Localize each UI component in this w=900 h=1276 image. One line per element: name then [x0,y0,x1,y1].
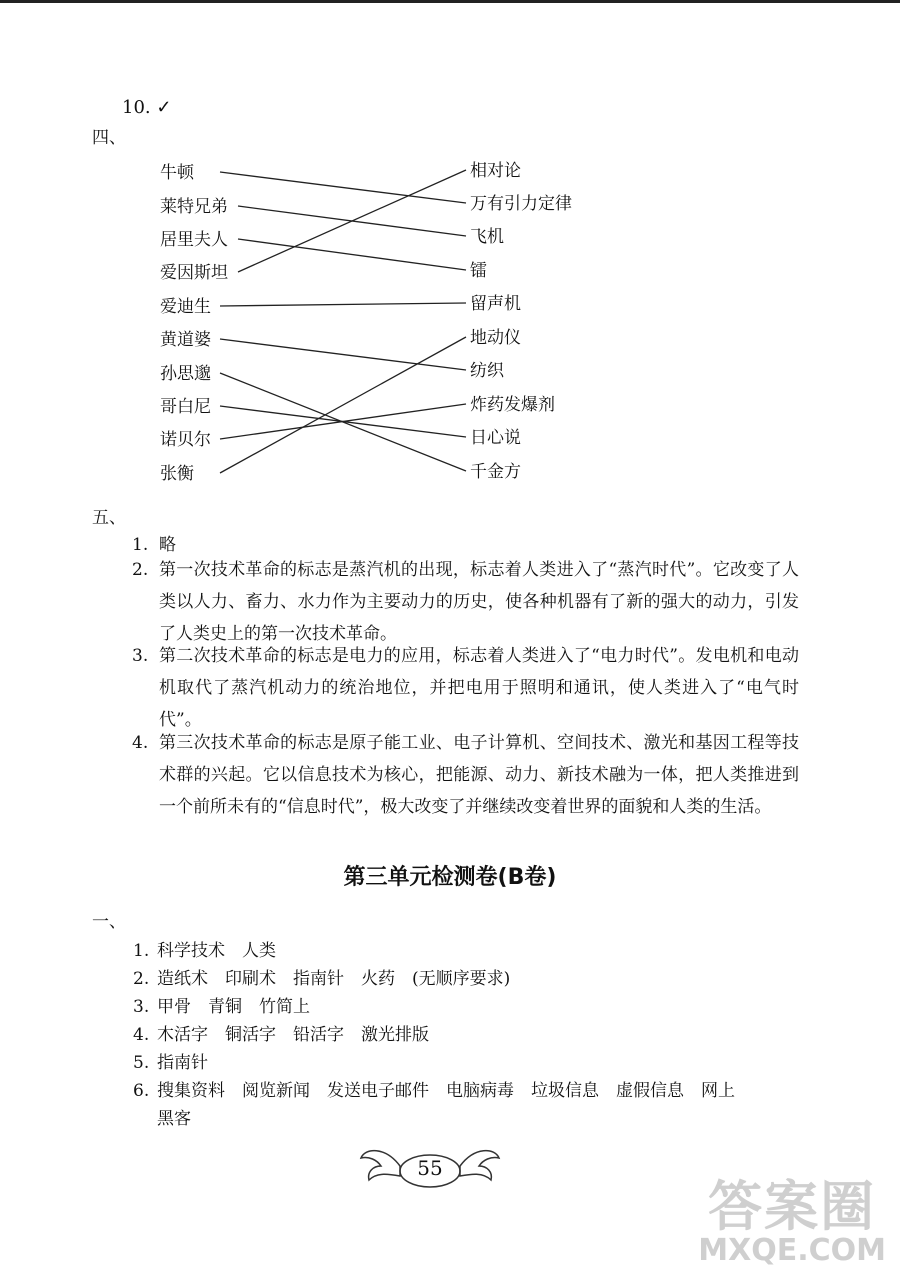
item-number: 2. [132,560,149,580]
watermark-logo: 答案圈 [708,1175,877,1238]
answer-paragraph: 第二次技术革命的标志是电力的应用，标志着人类进入了“电力时代”。发电机和电动机取代了蒸汽机动力的统治地位，并把电用于照明和通讯，使人类进入了“电气时代”。 [159,646,799,730]
item-number: 3. [132,646,149,666]
match-line [220,172,466,203]
left-item: 爱迪生 [160,297,211,317]
item-text: 搜集资料 阅览新闻 发送电子邮件 电脑病毒 垃圾信息 虚假信息 网上 [157,1081,735,1101]
section-b1-label: 一、 [92,912,126,932]
item-text: 科学技术 人类 [157,941,276,961]
left-item: 牛顿 [160,163,194,183]
item-number: 5. [133,1053,150,1073]
item-number: 1. [133,941,150,961]
right-item: 地动仪 [470,328,521,348]
answer-paragraph: 第三次技术革命的标志是原子能工业、电子计算机、空间技术、激光和基因工程等技术群的兴起。它以信息技术为核心，把能源、动力、新技术融为一体，把人类推进到一个前所未有的“信息时代”，极大改变了并继续改变着世界的面貌和人类的生活。 [159,733,799,817]
right-item: 相对论 [470,161,521,181]
page-number-badge [355,1136,505,1196]
item-number: 6. [133,1081,150,1101]
left-item: 张衡 [160,464,194,484]
left-item: 孙思邈 [160,364,211,384]
page-number: 55 [417,1156,443,1180]
watermark [698,1175,886,1268]
right-item: 日心说 [470,428,521,448]
right-item: 镭 [470,261,487,281]
item-text: 木活字 铜活字 铅活字 激光排版 [157,1025,429,1045]
item-10: 10. ✓ [122,97,172,118]
item-text: 造纸术 印刷术 指南针 火药 (无顺序要求) [157,969,511,989]
right-item: 炸药发爆剂 [470,395,555,415]
left-item: 黄道婆 [160,330,211,350]
list-item [133,1050,208,1076]
left-item: 爱因斯坦 [160,263,228,283]
list-item [133,1022,429,1048]
right-item: 留声机 [470,294,521,314]
list-item [133,1078,735,1104]
section-5-label: 五、 [92,508,126,528]
right-item: 千金方 [470,462,521,482]
list-item [133,966,510,992]
item-number: 2. [133,969,150,989]
list-item [133,938,276,964]
left-item: 莱特兄弟 [160,197,228,217]
left-item: 诺贝尔 [160,430,211,450]
right-item: 纺织 [470,361,504,381]
match-line [238,170,466,272]
item-number: 3. [133,997,150,1017]
left-item: 居里夫人 [160,230,228,250]
item-text: 指南针 [157,1053,208,1073]
list-item [133,1106,191,1132]
item-number: 1. [132,535,149,555]
matching-lines [0,0,900,520]
item-number: 4. [133,1025,150,1045]
item-text: 黑客 [157,1109,191,1129]
item-number: 4. [132,733,149,753]
match-line [220,303,466,306]
watermark-url: MXQE.COM [698,1233,886,1268]
match-line [220,339,466,370]
right-item: 万有引力定律 [470,194,572,214]
match-line [238,239,466,270]
item-text: 甲骨 青铜 竹简上 [157,997,310,1017]
right-item: 飞机 [470,227,504,247]
list-item [133,994,310,1020]
unit-title: 第三单元检测卷(B卷) [343,865,557,890]
left-item: 哥白尼 [160,397,211,417]
answer-paragraph: 略 [159,535,176,555]
answer-paragraph: 第一次技术革命的标志是蒸汽机的出现，标志着人类进入了“蒸汽时代”。它改变了人类以人力、畜力、水力作为主要动力的历史，使各种机器有了新的强大的动力，引发了人类史上的第一次技术革命。 [159,560,799,644]
match-line [220,404,466,439]
section-4-label: 四、 [92,128,126,148]
match-line [220,337,466,473]
